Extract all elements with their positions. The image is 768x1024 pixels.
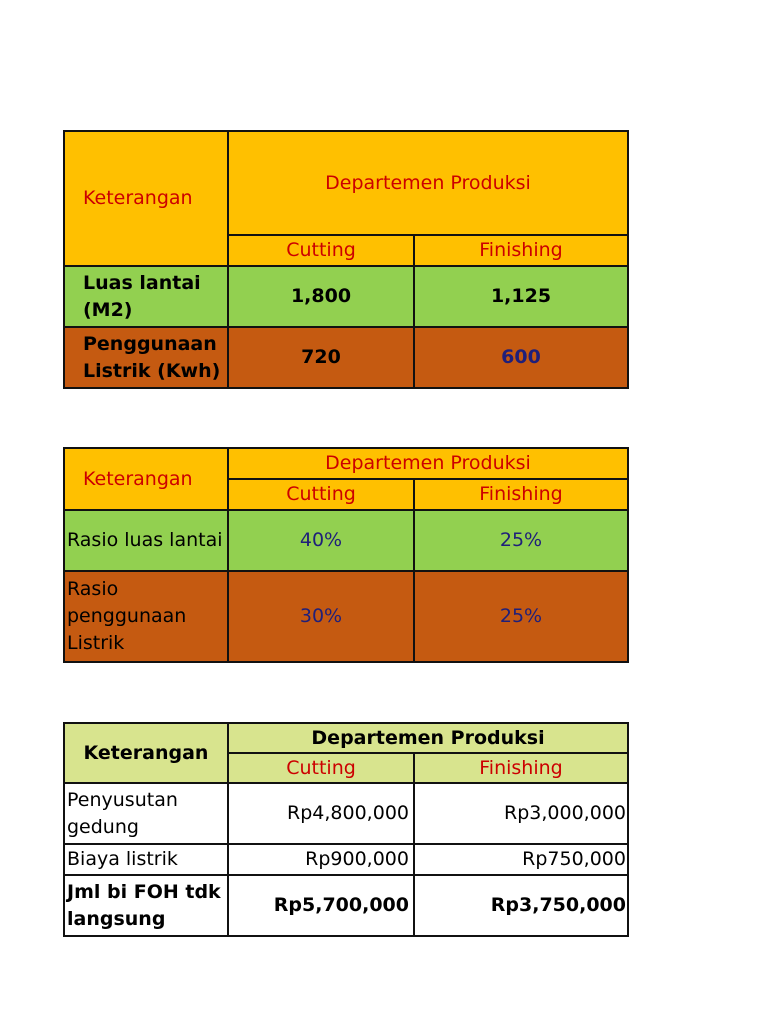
keterangan-header: Keterangan xyxy=(64,448,228,510)
cutting-header: Cutting xyxy=(228,753,414,783)
cutting-value: Rp900,000 xyxy=(228,844,414,875)
row-label: Penyusutan gedung xyxy=(64,783,228,844)
department-header: Departemen Produksi xyxy=(228,131,628,235)
finishing-total: Rp3,750,000 xyxy=(414,875,628,936)
department-header: Departemen Produksi xyxy=(228,723,628,753)
cutting-value: 30% xyxy=(228,571,414,662)
cutting-value: Rp4,800,000 xyxy=(228,783,414,844)
finishing-value: Rp3,000,000 xyxy=(414,783,628,844)
ratio-table xyxy=(63,447,629,663)
keterangan-header: Keterangan xyxy=(64,131,228,266)
cutting-value: 720 xyxy=(228,327,414,388)
cutting-value: 40% xyxy=(228,510,414,571)
cutting-value: 1,800 xyxy=(228,266,414,327)
row-label: Penggunaan Listrik (Kwh) xyxy=(64,327,228,388)
finishing-value: 1,125 xyxy=(414,266,628,327)
department-header: Departemen Produksi xyxy=(228,448,628,479)
cutting-header: Cutting xyxy=(228,235,414,266)
foh-cost-table xyxy=(63,722,629,937)
cutting-header: Cutting xyxy=(228,479,414,510)
finishing-header: Finishing xyxy=(414,753,628,783)
row-label: Luas lantai (M2) xyxy=(64,266,228,327)
finishing-value: 25% xyxy=(414,510,628,571)
finishing-value: 600 xyxy=(414,327,628,388)
keterangan-header: Keterangan xyxy=(64,723,228,783)
finishing-header: Finishing xyxy=(414,235,628,266)
floor-electricity-table xyxy=(63,130,629,389)
finishing-header: Finishing xyxy=(414,479,628,510)
row-label: Biaya listrik xyxy=(64,844,228,875)
row-label: Rasio luas lantai xyxy=(64,510,228,571)
row-label: Rasio penggunaan Listrik xyxy=(64,571,228,662)
row-label: Jml bi FOH tdk langsung xyxy=(64,875,228,936)
cutting-total: Rp5,700,000 xyxy=(228,875,414,936)
finishing-value: 25% xyxy=(414,571,628,662)
finishing-value: Rp750,000 xyxy=(414,844,628,875)
